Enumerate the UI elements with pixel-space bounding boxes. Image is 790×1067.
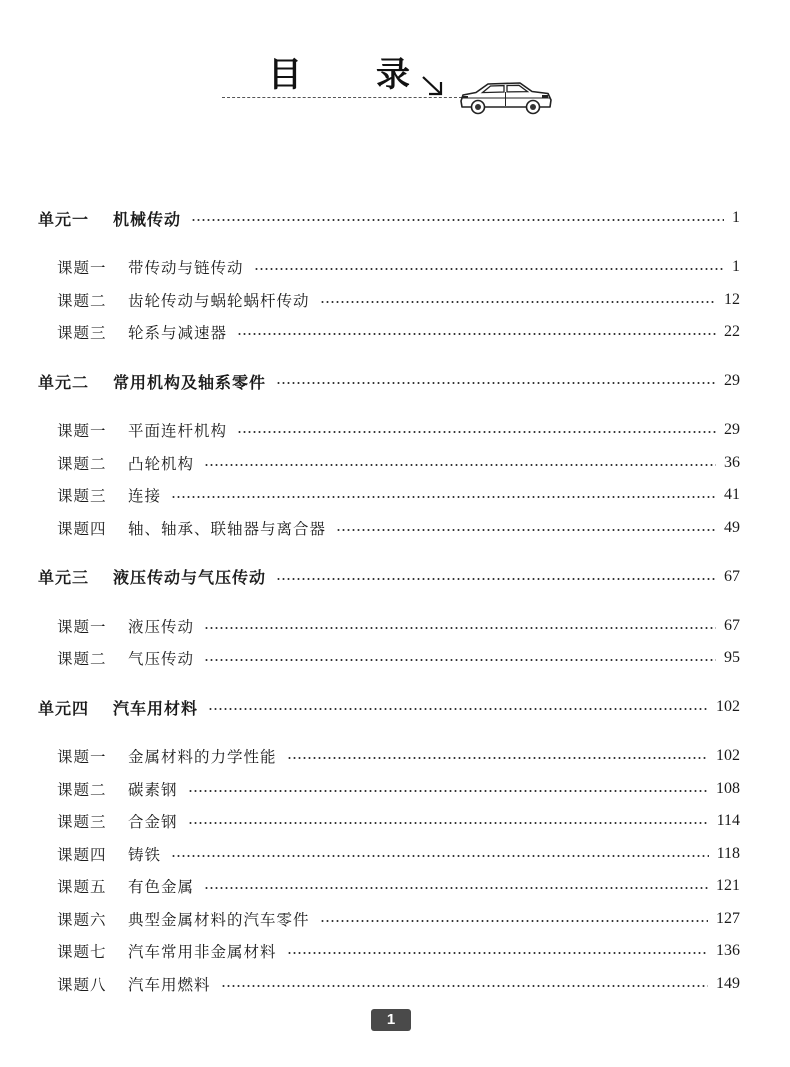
page-number: 95	[724, 649, 740, 666]
page-number: 102	[716, 698, 740, 715]
topic-title: 带传动与链传动	[128, 259, 244, 277]
topic-title: 平面连杆机构	[128, 422, 228, 440]
toc-topic	[0, 479, 790, 512]
topic-title: 气压传动	[128, 650, 195, 668]
topic-label: 课题三	[57, 324, 107, 342]
dot-leader	[204, 463, 716, 467]
page-number: 114	[716, 812, 740, 829]
page-number: 127	[716, 909, 740, 927]
toc-topic	[0, 772, 790, 805]
toc-topic	[0, 902, 790, 935]
toc-topic	[0, 414, 790, 447]
topic-title: 轮系与减速器	[128, 324, 228, 342]
unit-title: 液压传动与气压传动	[113, 568, 267, 587]
topic-title: 汽车常用非金属材料	[128, 943, 277, 961]
toc-topic	[0, 870, 790, 903]
dot-leader	[221, 984, 708, 988]
topic-title: 典型金属材料的汽车零件	[128, 910, 310, 929]
dot-leader	[191, 218, 724, 222]
toc-topic	[0, 935, 790, 968]
dot-leader	[320, 300, 716, 304]
topic-label: 课题二	[57, 780, 107, 799]
toc-topic	[0, 609, 790, 642]
dot-leader	[287, 756, 708, 760]
topic-title: 铸铁	[128, 845, 162, 864]
toc-topic	[0, 251, 790, 284]
dot-leader	[204, 886, 708, 890]
unit-label: 单元二	[38, 372, 90, 392]
page-number: 67	[724, 616, 740, 634]
topic-title: 连接	[128, 487, 162, 505]
footer-page-number: 1	[371, 1009, 411, 1031]
dot-leader	[171, 495, 716, 499]
topic-title: 汽车用燃料	[128, 975, 211, 994]
page-number: 118	[716, 844, 740, 862]
table-of-contents	[0, 202, 790, 1000]
toc-topic	[0, 446, 790, 479]
unit-label: 单元三	[38, 568, 90, 587]
topic-label: 课题二	[57, 650, 107, 668]
car-icon	[458, 76, 554, 116]
dot-leader	[171, 854, 709, 858]
topic-title: 齿轮传动与蜗轮蜗杆传动	[128, 291, 310, 310]
page-number: 136	[716, 942, 740, 959]
page-number: 29	[724, 421, 740, 438]
page-number: 121	[716, 877, 740, 894]
dot-leader	[204, 658, 716, 662]
topic-label: 课题三	[57, 487, 107, 505]
toc-topic	[0, 837, 790, 870]
unit-label: 单元一	[38, 209, 90, 229]
topic-label: 课题八	[57, 975, 107, 994]
toc-unit-4	[0, 691, 790, 724]
dot-leader	[276, 577, 716, 581]
toc-topic	[0, 740, 790, 773]
topic-title: 液压传动	[128, 617, 195, 636]
topic-title: 合金钢	[128, 813, 178, 831]
toc-unit-1	[0, 202, 790, 235]
header-dashed-line	[222, 97, 462, 98]
dot-leader	[237, 430, 716, 434]
unit-title: 机械传动	[113, 209, 182, 229]
dot-leader	[188, 789, 708, 793]
page-number: 67	[724, 567, 740, 585]
page-number: 1	[732, 258, 740, 275]
page-number: 149	[716, 974, 740, 992]
toc-topic	[0, 967, 790, 1000]
topic-label: 课题四	[57, 845, 107, 864]
page-number: 108	[716, 779, 740, 797]
page-number: 36	[724, 453, 740, 471]
page-title-char-1: 目	[268, 55, 302, 95]
topic-label: 课题一	[57, 748, 107, 766]
page-number: 22	[724, 323, 740, 340]
toc-topic	[0, 805, 790, 838]
topic-label: 课题四	[57, 519, 107, 538]
topic-title: 凸轮机构	[128, 454, 195, 473]
topic-label: 课题二	[57, 291, 107, 310]
toc-unit-2	[0, 365, 790, 398]
dot-leader	[204, 626, 716, 630]
page-number: 49	[724, 518, 740, 536]
topic-label: 课题一	[57, 422, 107, 440]
toc-topic	[0, 283, 790, 316]
dot-leader	[287, 951, 708, 955]
topic-label: 课题三	[57, 813, 107, 831]
dot-leader	[254, 267, 724, 271]
dot-leader	[336, 528, 716, 532]
page-number: 1	[732, 209, 740, 226]
page-number: 12	[724, 290, 740, 308]
dot-leader	[320, 919, 708, 923]
unit-title: 常用机构及轴系零件	[113, 372, 267, 392]
toc-unit-3	[0, 560, 790, 593]
topic-title: 金属材料的力学性能	[128, 748, 277, 766]
dot-leader	[208, 707, 708, 711]
toc-topic	[0, 642, 790, 675]
page-number: 102	[716, 747, 740, 764]
arrow-down-right-icon	[418, 72, 448, 100]
page-number: 29	[724, 372, 740, 389]
unit-label: 单元四	[38, 698, 90, 718]
dot-leader	[237, 332, 716, 336]
dot-leader	[276, 381, 716, 385]
topic-title: 碳素钢	[128, 780, 178, 799]
topic-label: 课题一	[57, 259, 107, 277]
dot-leader	[188, 821, 709, 825]
toc-topic	[0, 316, 790, 349]
unit-title: 汽车用材料	[113, 698, 199, 718]
topic-label: 课题六	[57, 910, 107, 929]
topic-title: 有色金属	[128, 878, 195, 896]
topic-label: 课题一	[57, 617, 107, 636]
topic-title: 轴、轴承、联轴器与离合器	[128, 519, 327, 538]
page-number: 41	[724, 486, 740, 503]
topic-label: 课题五	[57, 878, 107, 896]
page-title-char-2: 录	[376, 55, 410, 95]
topic-label: 课题七	[57, 943, 107, 961]
topic-label: 课题二	[57, 454, 107, 473]
toc-topic	[0, 511, 790, 544]
